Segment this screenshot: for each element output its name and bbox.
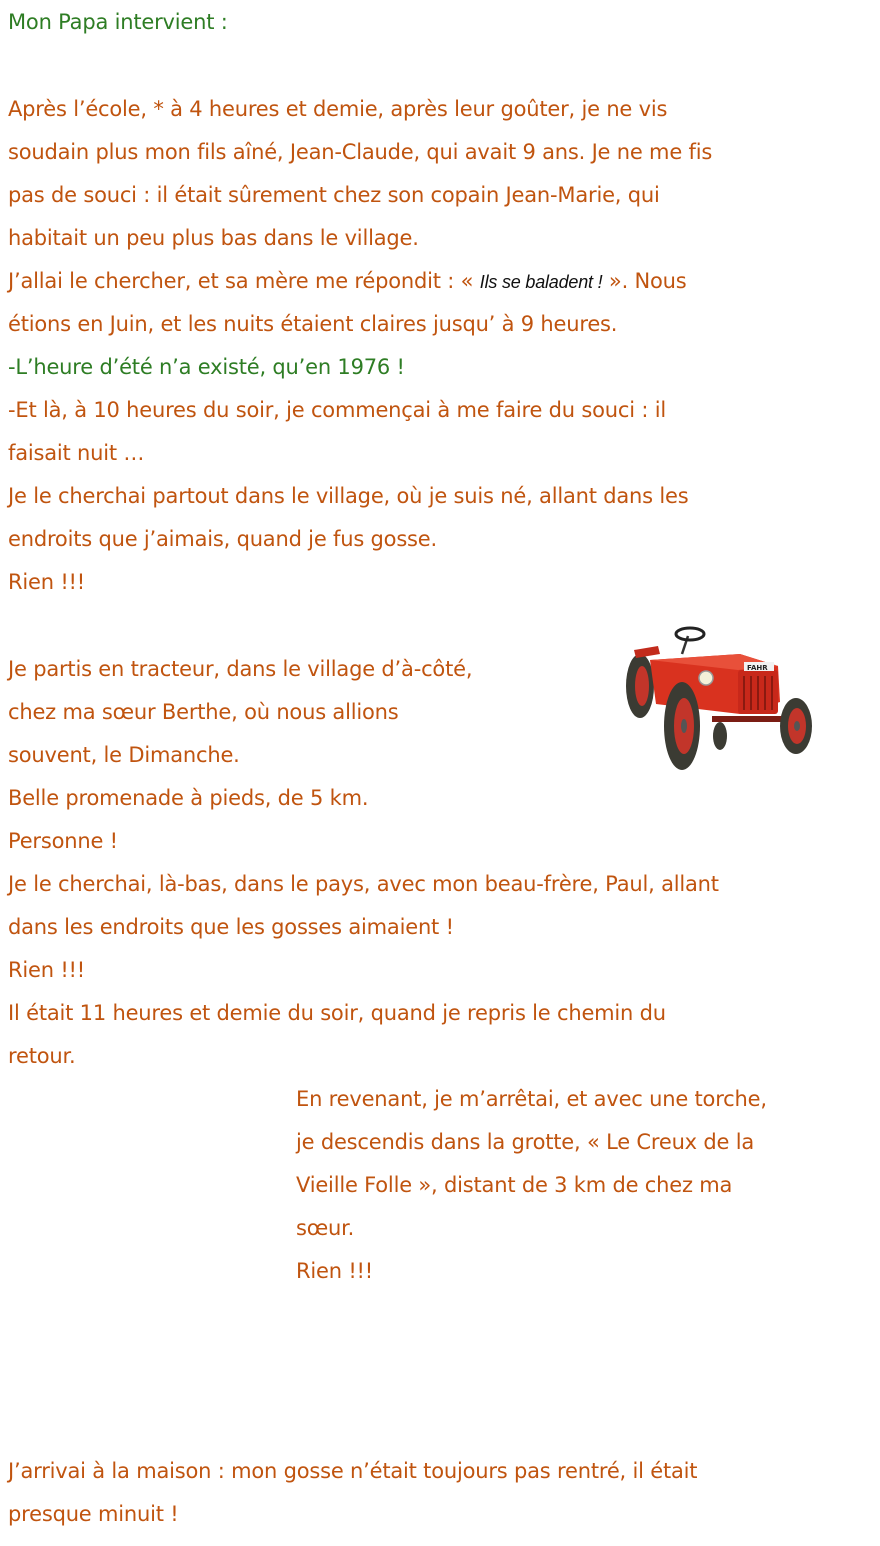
text-line: sœur. <box>296 1216 355 1240</box>
text-line: presque minuit ! <box>8 1502 179 1526</box>
heading: Mon Papa intervient : <box>8 10 228 34</box>
text-line-with-quote <box>8 267 687 296</box>
tractor-image <box>620 624 816 790</box>
text-line: Belle promenade à pieds, de 5 km. <box>8 786 369 810</box>
text-line: habitait un peu plus bas dans le village. <box>8 226 419 250</box>
text-line: chez ma sœur Berthe, où nous allions <box>8 700 399 724</box>
summer-time-note: -L’heure d’été n’a existé, qu’en 1976 ! <box>8 355 405 379</box>
text-line: Rien !!! <box>296 1259 373 1283</box>
text-line: Rien !!! <box>8 958 85 982</box>
text-line: dans les endroits que les gosses aimaient ! <box>8 915 454 939</box>
text-line: soudain plus mon fils aîné, Jean-Claude, qui avait 9 ans. Je ne me fis <box>8 140 713 164</box>
tractor-steering-wheel <box>676 628 704 640</box>
tractor-headlight <box>699 671 713 685</box>
text-line: faisait nuit … <box>8 441 145 465</box>
text-line: J’arrivai à la maison : mon gosse n’était toujours pas rentré, il était <box>8 1459 698 1483</box>
tractor-front-wheel-left <box>713 722 727 750</box>
text-line: retour. <box>8 1044 76 1068</box>
text-line: Je le cherchai partout dans le village, où je suis né, allant dans les <box>8 484 689 508</box>
text-line: endroits que j’aimais, quand je fus gosse. <box>8 527 437 551</box>
text-line: En revenant, je m’arrêtai, et avec une torche, <box>296 1087 767 1111</box>
text-segment: ». Nous <box>602 269 687 293</box>
text-segment: J’allai le chercher, et sa mère me répondit : « <box>8 269 480 293</box>
text-line: -Et là, à 10 heures du soir, je commençai à me faire du souci : il <box>8 398 666 422</box>
text-line: Après l’école, * à 4 heures et demie, après leur goûter, je ne vis <box>8 97 668 121</box>
text-line: Il était 11 heures et demie du soir, quand je repris le chemin du <box>8 1001 666 1025</box>
text-line: je descendis dans la grotte, « Le Creux de la <box>296 1130 755 1154</box>
text-line: Rien !!! <box>8 570 85 594</box>
text-line: Vieille Folle », distant de 3 km de chez ma <box>296 1173 733 1197</box>
text-line: Je le cherchai, là-bas, dans le pays, avec mon beau-frère, Paul, allant <box>8 872 719 896</box>
text-line: Personne ! <box>8 829 118 853</box>
text-line: étions en Juin, et les nuits étaient claires jusqu’ à 9 heures. <box>8 312 618 336</box>
tractor-brand-label: FAHR <box>747 664 768 672</box>
quote-text: Ils se baladent ! <box>479 272 603 292</box>
text-line: Je partis en tracteur, dans le village d’à-côté, <box>8 657 473 681</box>
text-line: souvent, le Dimanche. <box>8 743 240 767</box>
text-line: pas de souci : il était sûrement chez son copain Jean-Marie, qui <box>8 183 660 207</box>
